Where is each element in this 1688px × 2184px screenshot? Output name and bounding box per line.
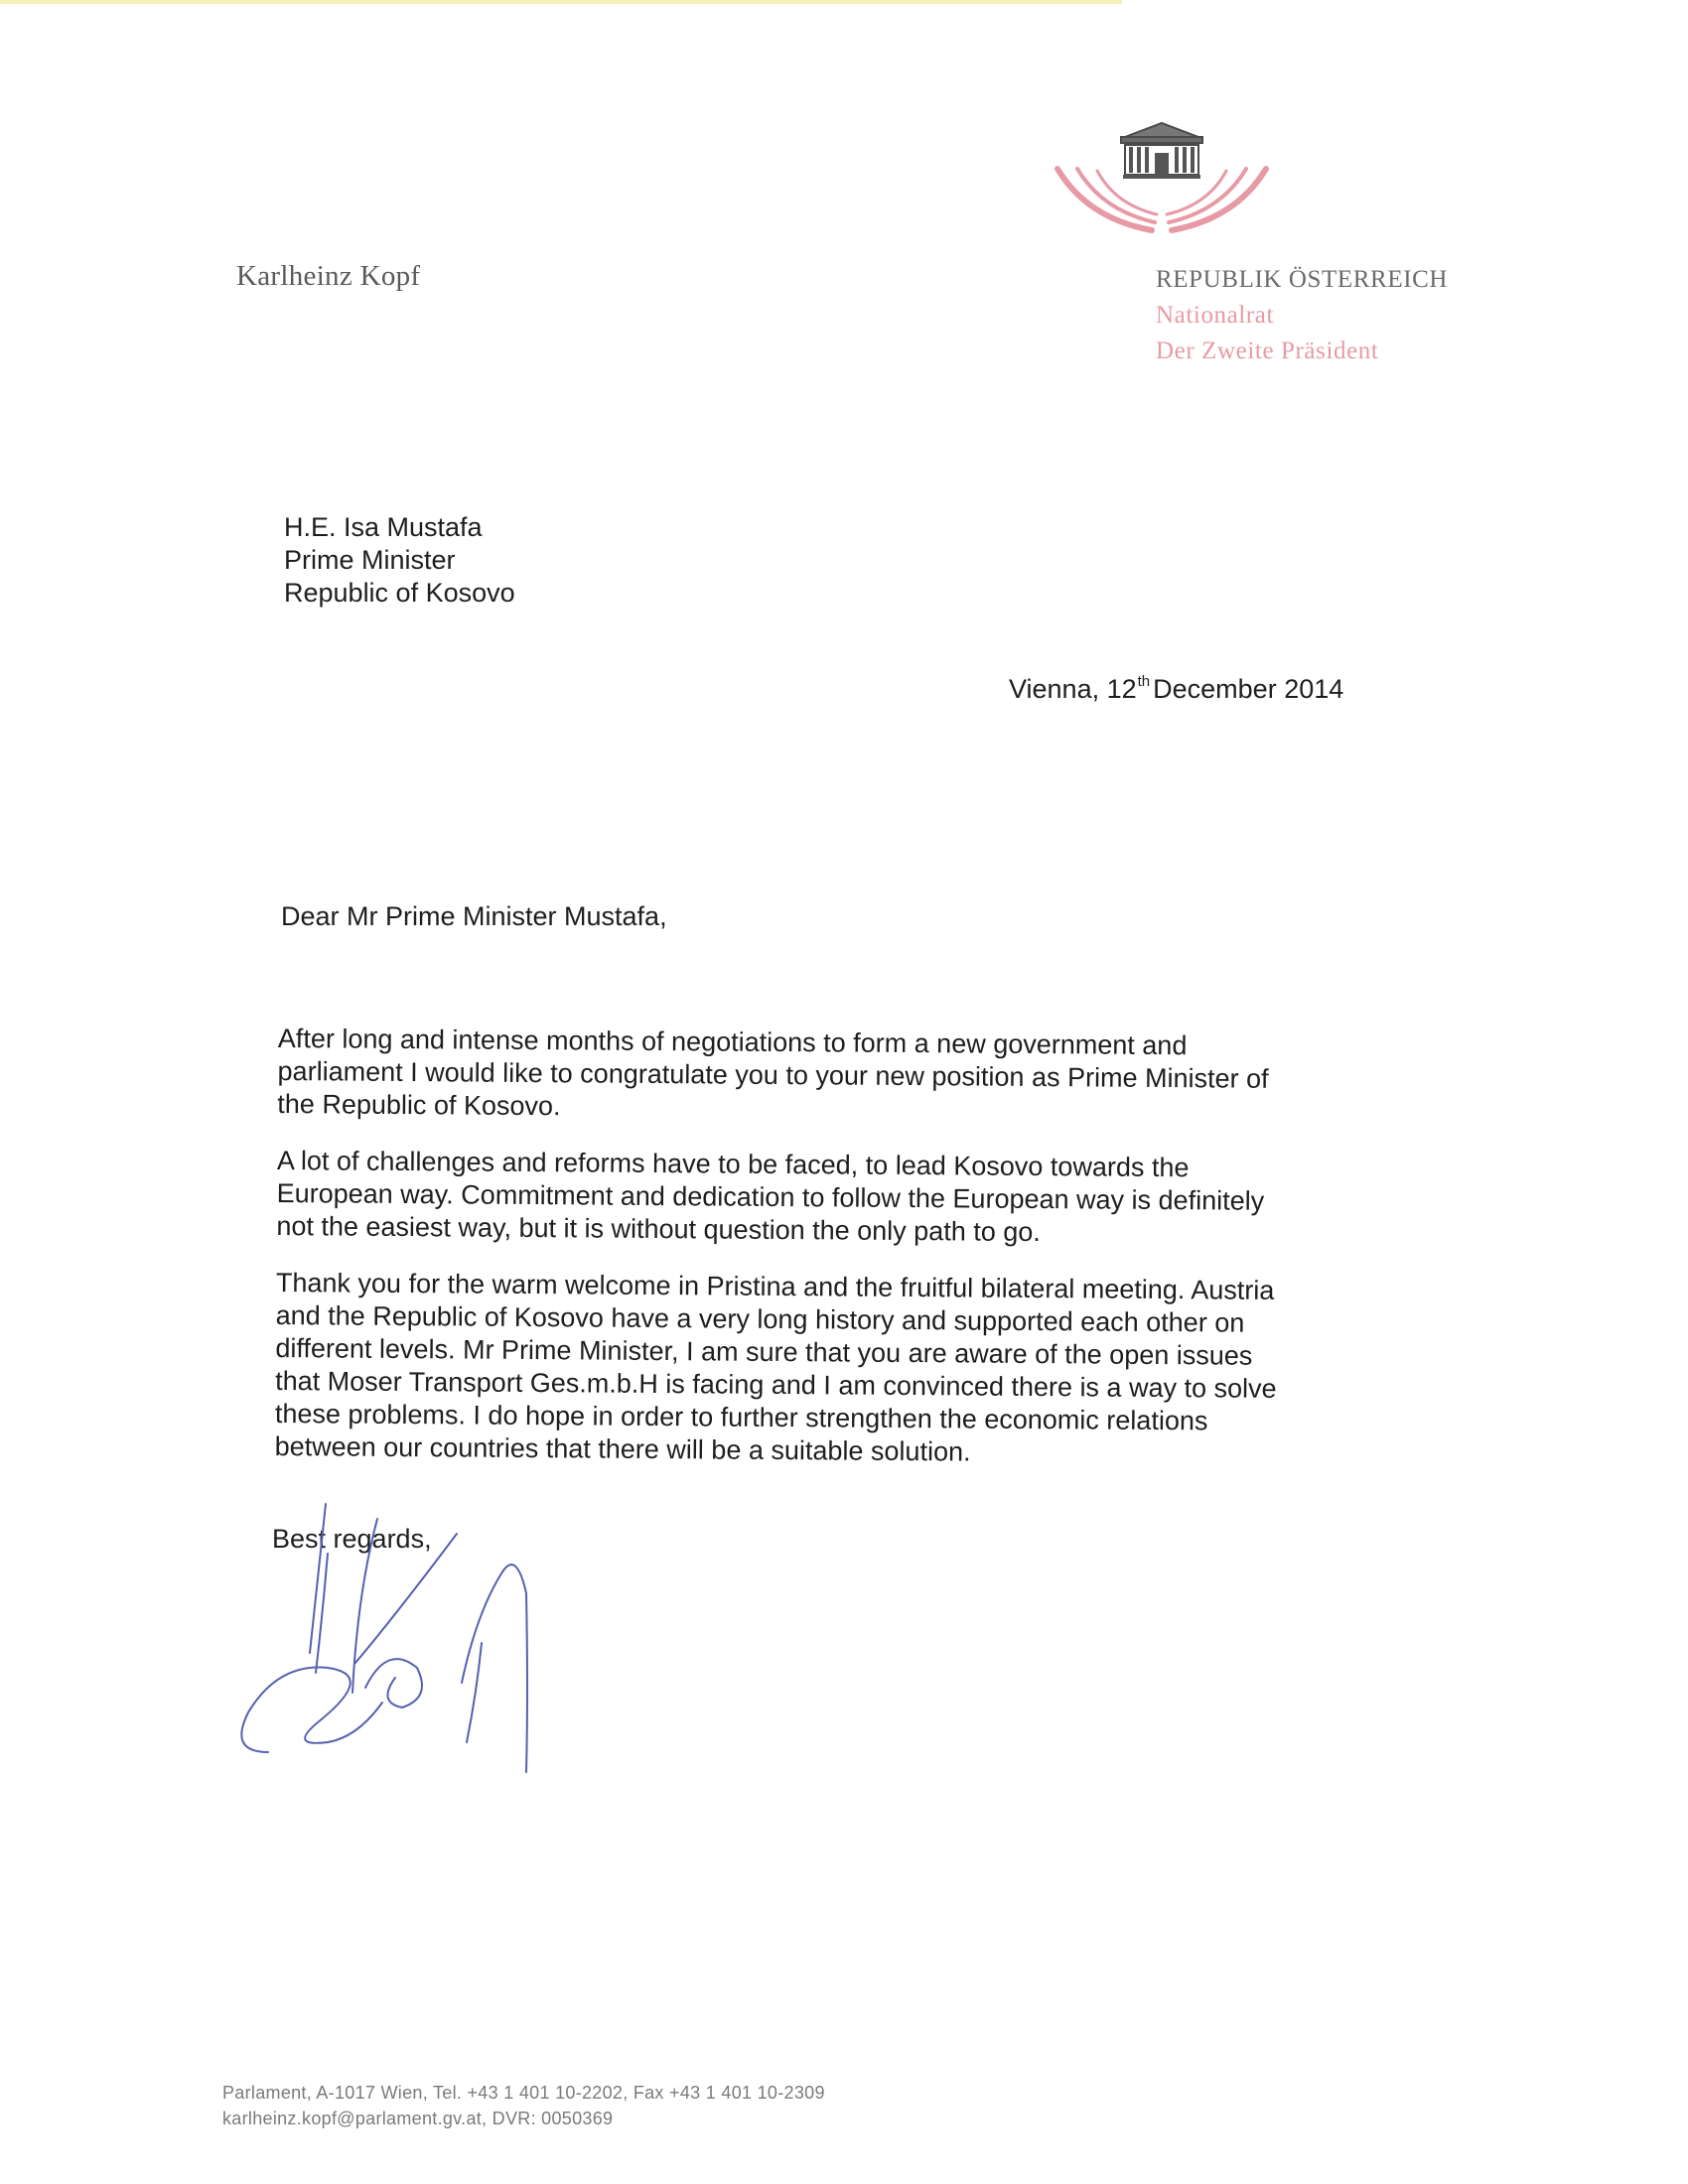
footer-address: Parlament, A-1017 Wien, Tel. +43 1 401 10-2202, Fax +43 1 401 10-2309 (222, 2083, 825, 2103)
date-ordinal: th (1137, 673, 1151, 690)
body-paragraph: Thank you for the warm welcome in Pristina and the fruitful bilateral meeting. Austria and the Republic of Kosovo have a very long history and supported each other on different levels. Mr Prime Minister, I am sure that you are aware of the open issues that Moser Transport Ges.m.b.H is facing and I am convinced there is a way to solve these problems. I do hope in order to further strengthen the economic relations between our countries that there will be a suitable solution. (274, 1267, 1277, 1467)
date-prefix: Vienna, 12 (1009, 674, 1137, 704)
recipient-name: H.E. Isa Mustafa (284, 512, 483, 542)
date-rest: December 2014 (1153, 674, 1344, 704)
footer-contact: karlheinz.kopf@parlament.gv.at, DVR: 0050369 (222, 2109, 614, 2128)
handwritten-signature (228, 1494, 566, 1792)
salutation: Dear Mr Prime Minister Mustafa, (281, 901, 667, 931)
letter-date (1009, 673, 1343, 705)
body-paragraph: A lot of challenges and reforms have to be faced, to lead Kosovo towards the European way. Commitment and dedication to follow the European way is definitely not the easiest way, but it is without question the only path to go. (276, 1145, 1265, 1248)
scan-edge (0, 0, 1122, 4)
recipient-address (284, 511, 515, 610)
letterhead-institution-block (1156, 262, 1448, 369)
body-paragraph: After long and intense months of negotiations to form a new government and parliament I would like to congratulate you to your new position as Prime Minister of the Republic of Kosovo. (277, 1024, 1269, 1122)
recipient-country: Republic of Kosovo (284, 578, 515, 608)
sender-name: Karlheinz Kopf (236, 260, 421, 292)
letterhead-institution: Nationalrat (1156, 302, 1275, 329)
letter-body (274, 1023, 1380, 1496)
letter-footer (222, 2080, 825, 2131)
letterhead-republic: REPUBLIK ÖSTERREICH (1156, 266, 1449, 293)
parliament-crest-icon (1048, 119, 1276, 238)
letterhead-office: Der Zweite Präsident (1156, 338, 1379, 364)
closing: Best regards, (272, 1524, 432, 1554)
recipient-title: Prime Minister (284, 545, 456, 575)
